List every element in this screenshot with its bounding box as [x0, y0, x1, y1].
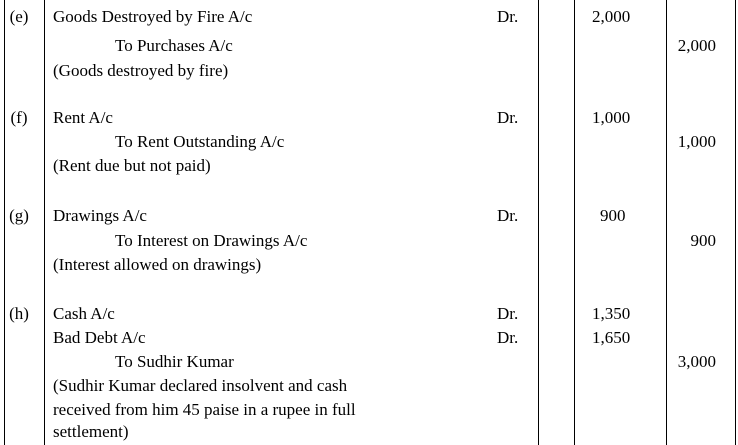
dr-mark: Dr.: [497, 206, 519, 225]
column-rule-right: [735, 0, 736, 445]
narration-line: settlement): [53, 422, 129, 441]
debit-amount: 1,000: [592, 108, 631, 127]
column-rule-debit: [666, 0, 667, 445]
narration: (Interest allowed on drawings): [53, 255, 262, 274]
narration: (Rent due but not paid): [53, 156, 211, 175]
dr-mark: Dr.: [497, 328, 519, 347]
account-credit: To Sudhir Kumar: [115, 352, 234, 371]
debit-amount: 900: [600, 206, 626, 225]
debit-amount: 1,650: [592, 328, 631, 347]
column-rule-lf2: [574, 0, 575, 445]
credit-amount: 3,000: [677, 352, 716, 371]
account-debit: Cash A/c: [53, 304, 115, 323]
entry-ref: (g): [9, 206, 29, 225]
column-rule-ref: [44, 0, 45, 445]
account-debit: Rent A/c: [53, 108, 113, 127]
narration-line: (Sudhir Kumar declared insolvent and cash: [53, 376, 348, 395]
credit-amount: 900: [690, 231, 716, 250]
entry-ref: (f): [10, 108, 28, 127]
debit-amount: 2,000: [592, 7, 631, 26]
credit-amount: 1,000: [677, 132, 716, 151]
entry-ref: (h): [9, 304, 29, 323]
credit-amount: 2,000: [677, 36, 716, 55]
account-credit: To Purchases A/c: [115, 36, 233, 55]
dr-mark: Dr.: [497, 7, 519, 26]
account-credit: To Rent Outstanding A/c: [115, 132, 285, 151]
narration: (Goods destroyed by fire): [53, 61, 229, 80]
dr-mark: Dr.: [497, 304, 519, 323]
account-debit: Drawings A/c: [53, 206, 147, 225]
debit-amount: 1,350: [592, 304, 631, 323]
account-debit: Bad Debt A/c: [53, 328, 146, 347]
account-debit: Goods Destroyed by Fire A/c: [53, 7, 253, 26]
dr-mark: Dr.: [497, 108, 519, 127]
entry-ref: (e): [9, 7, 29, 26]
column-rule-lf: [538, 0, 539, 445]
account-credit: To Interest on Drawings A/c: [115, 231, 308, 250]
narration-line: received from him 45 paise in a rupee in full: [53, 400, 356, 419]
